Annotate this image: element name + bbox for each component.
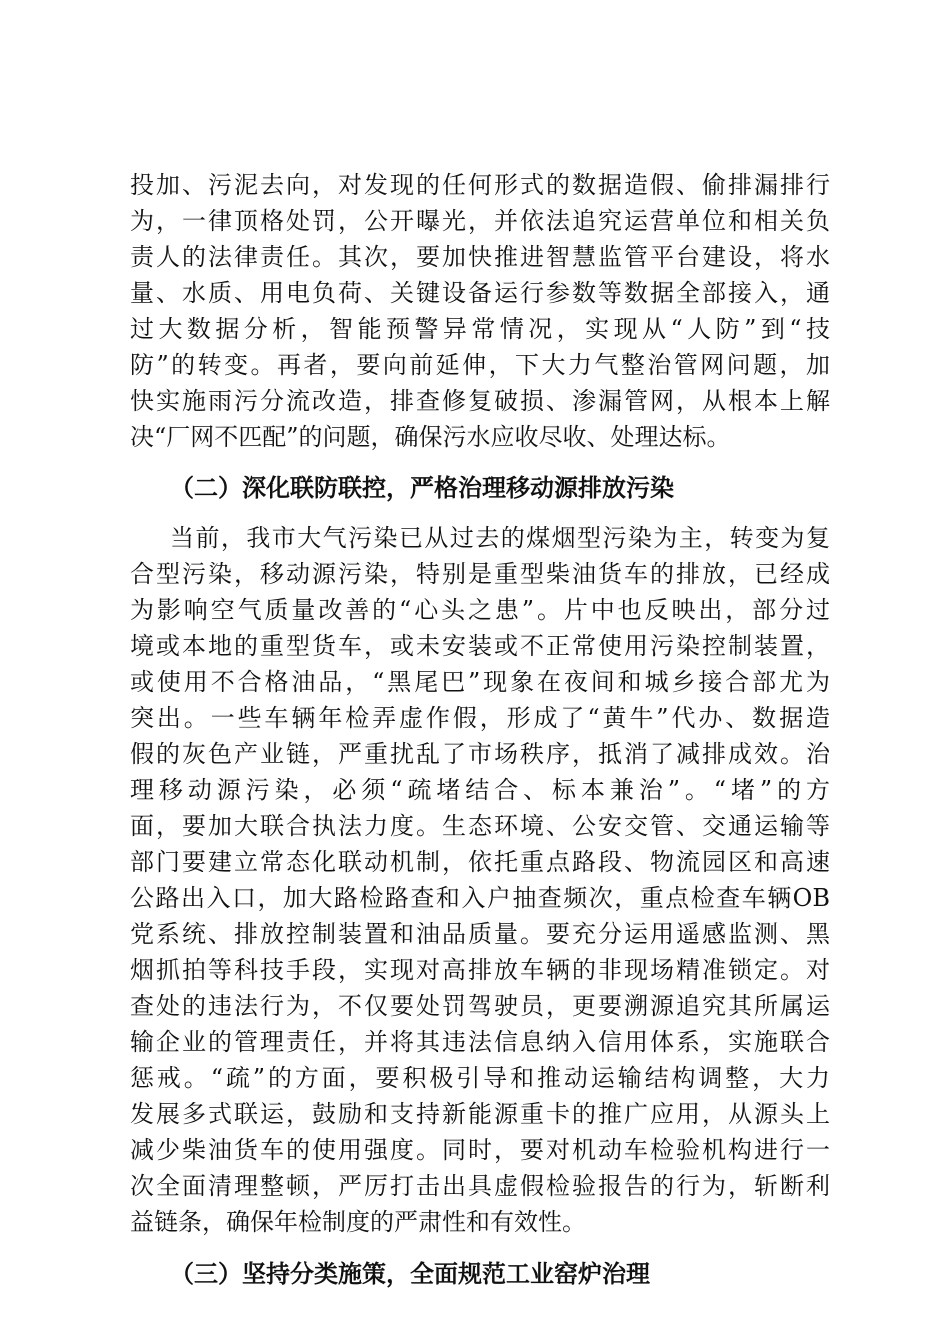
paragraph-line: 益链条，确保年检制度的严肃性和有效性。 (130, 1208, 586, 1236)
paragraph-line: 投加、污泥去向，对发现的任何形式的数据造假、偷排漏排行 (130, 171, 830, 199)
paragraph-line: 突出。一些车辆年检弄虚作假，形成了“黄牛”代办、数据造 (130, 704, 830, 732)
paragraph-line: 惩戒。“疏”的方面，要积极引导和推动运输结构调整，大力 (130, 1064, 830, 1092)
paragraph-line: 查处的违法行为，不仅要处罚驾驶员，更要溯源追究其所属运 (130, 992, 830, 1020)
paragraph-line: 发展多式联运，鼓励和支持新能源重卡的推广应用，从源头上 (130, 1100, 830, 1128)
paragraph-line: 过大数据分析，智能预警异常情况，实现从“人防”到“技 (130, 315, 830, 343)
paragraph-line: 境或本地的重型货车，或未安装或不正常使用污染控制装置， (130, 632, 830, 660)
paragraph-line: 为影响空气质量改善的“心头之患”。片中也反映出，部分过 (130, 596, 830, 624)
paragraph-line: 为，一律顶格处罚，公开曝光，并依法追究运营单位和相关负 (130, 207, 830, 235)
paragraph-line: 合型污染，移动源污染，特别是重型柴油货车的排放，已经成 (130, 560, 830, 588)
paragraph-line: 责人的法律责任。其次，要加快推进智慧监管平台建设，将水 (130, 243, 830, 271)
paragraph-line: 党系统、排放控制装置和油品质量。要充分运用遥感监测、黑 (130, 920, 830, 948)
paragraph-line: 量、水质、用电负荷、关键设备运行参数等数据全部接入，通 (130, 279, 830, 307)
section-heading: （二）深化联防联控，严格治理移动源排放污染 (170, 474, 674, 502)
paragraph-line: 假的灰色产业链，严重扰乱了市场秩序，抵消了减排成效。治 (130, 740, 830, 768)
paragraph-line: 或使用不合格油品，“黑尾巴”现象在夜间和城乡接合部尤为 (130, 668, 830, 696)
paragraph-line: 面，要加大联合执法力度。生态环境、公安交管、交通运输等 (130, 812, 830, 840)
paragraph-line: 决“厂网不匹配”的问题，确保污水应收尽收、处理达标。 (130, 423, 731, 451)
paragraph-line: 烟抓拍等科技手段，实现对高排放车辆的非现场精准锁定。对 (130, 956, 830, 984)
paragraph-line: 次全面清理整顿，严厉打击出具虚假检验报告的行为，斩断利 (130, 1172, 830, 1200)
paragraph-line: 防”的转变。再者，要向前延伸，下大力气整治管网问题，加 (130, 351, 830, 379)
paragraph-line: 输企业的管理责任，并将其违法信息纳入信用体系，实施联合 (130, 1028, 830, 1056)
section-heading: （三）坚持分类施策，全面规范工业窑炉治理 (170, 1260, 650, 1288)
paragraph-line: 减少柴油货车的使用强度。同时，要对机动车检验机构进行一 (130, 1136, 830, 1164)
paragraph-line: 当前，我市大气污染已从过去的煤烟型污染为主，转变为复 (170, 524, 830, 552)
paragraph-line: 公路出入口，加大路检路查和入户抽查频次，重点检查车辆OB (130, 884, 830, 912)
paragraph-line: 快实施雨污分流改造，排查修复破损、渗漏管网，从根本上解 (130, 387, 830, 415)
paragraph-line: 部门要建立常态化联动机制，依托重点路段、物流园区和高速 (130, 848, 830, 876)
paragraph-line: 理移动源污染，必须“疏堵结合、标本兼治”。“堵”的方 (130, 776, 830, 804)
